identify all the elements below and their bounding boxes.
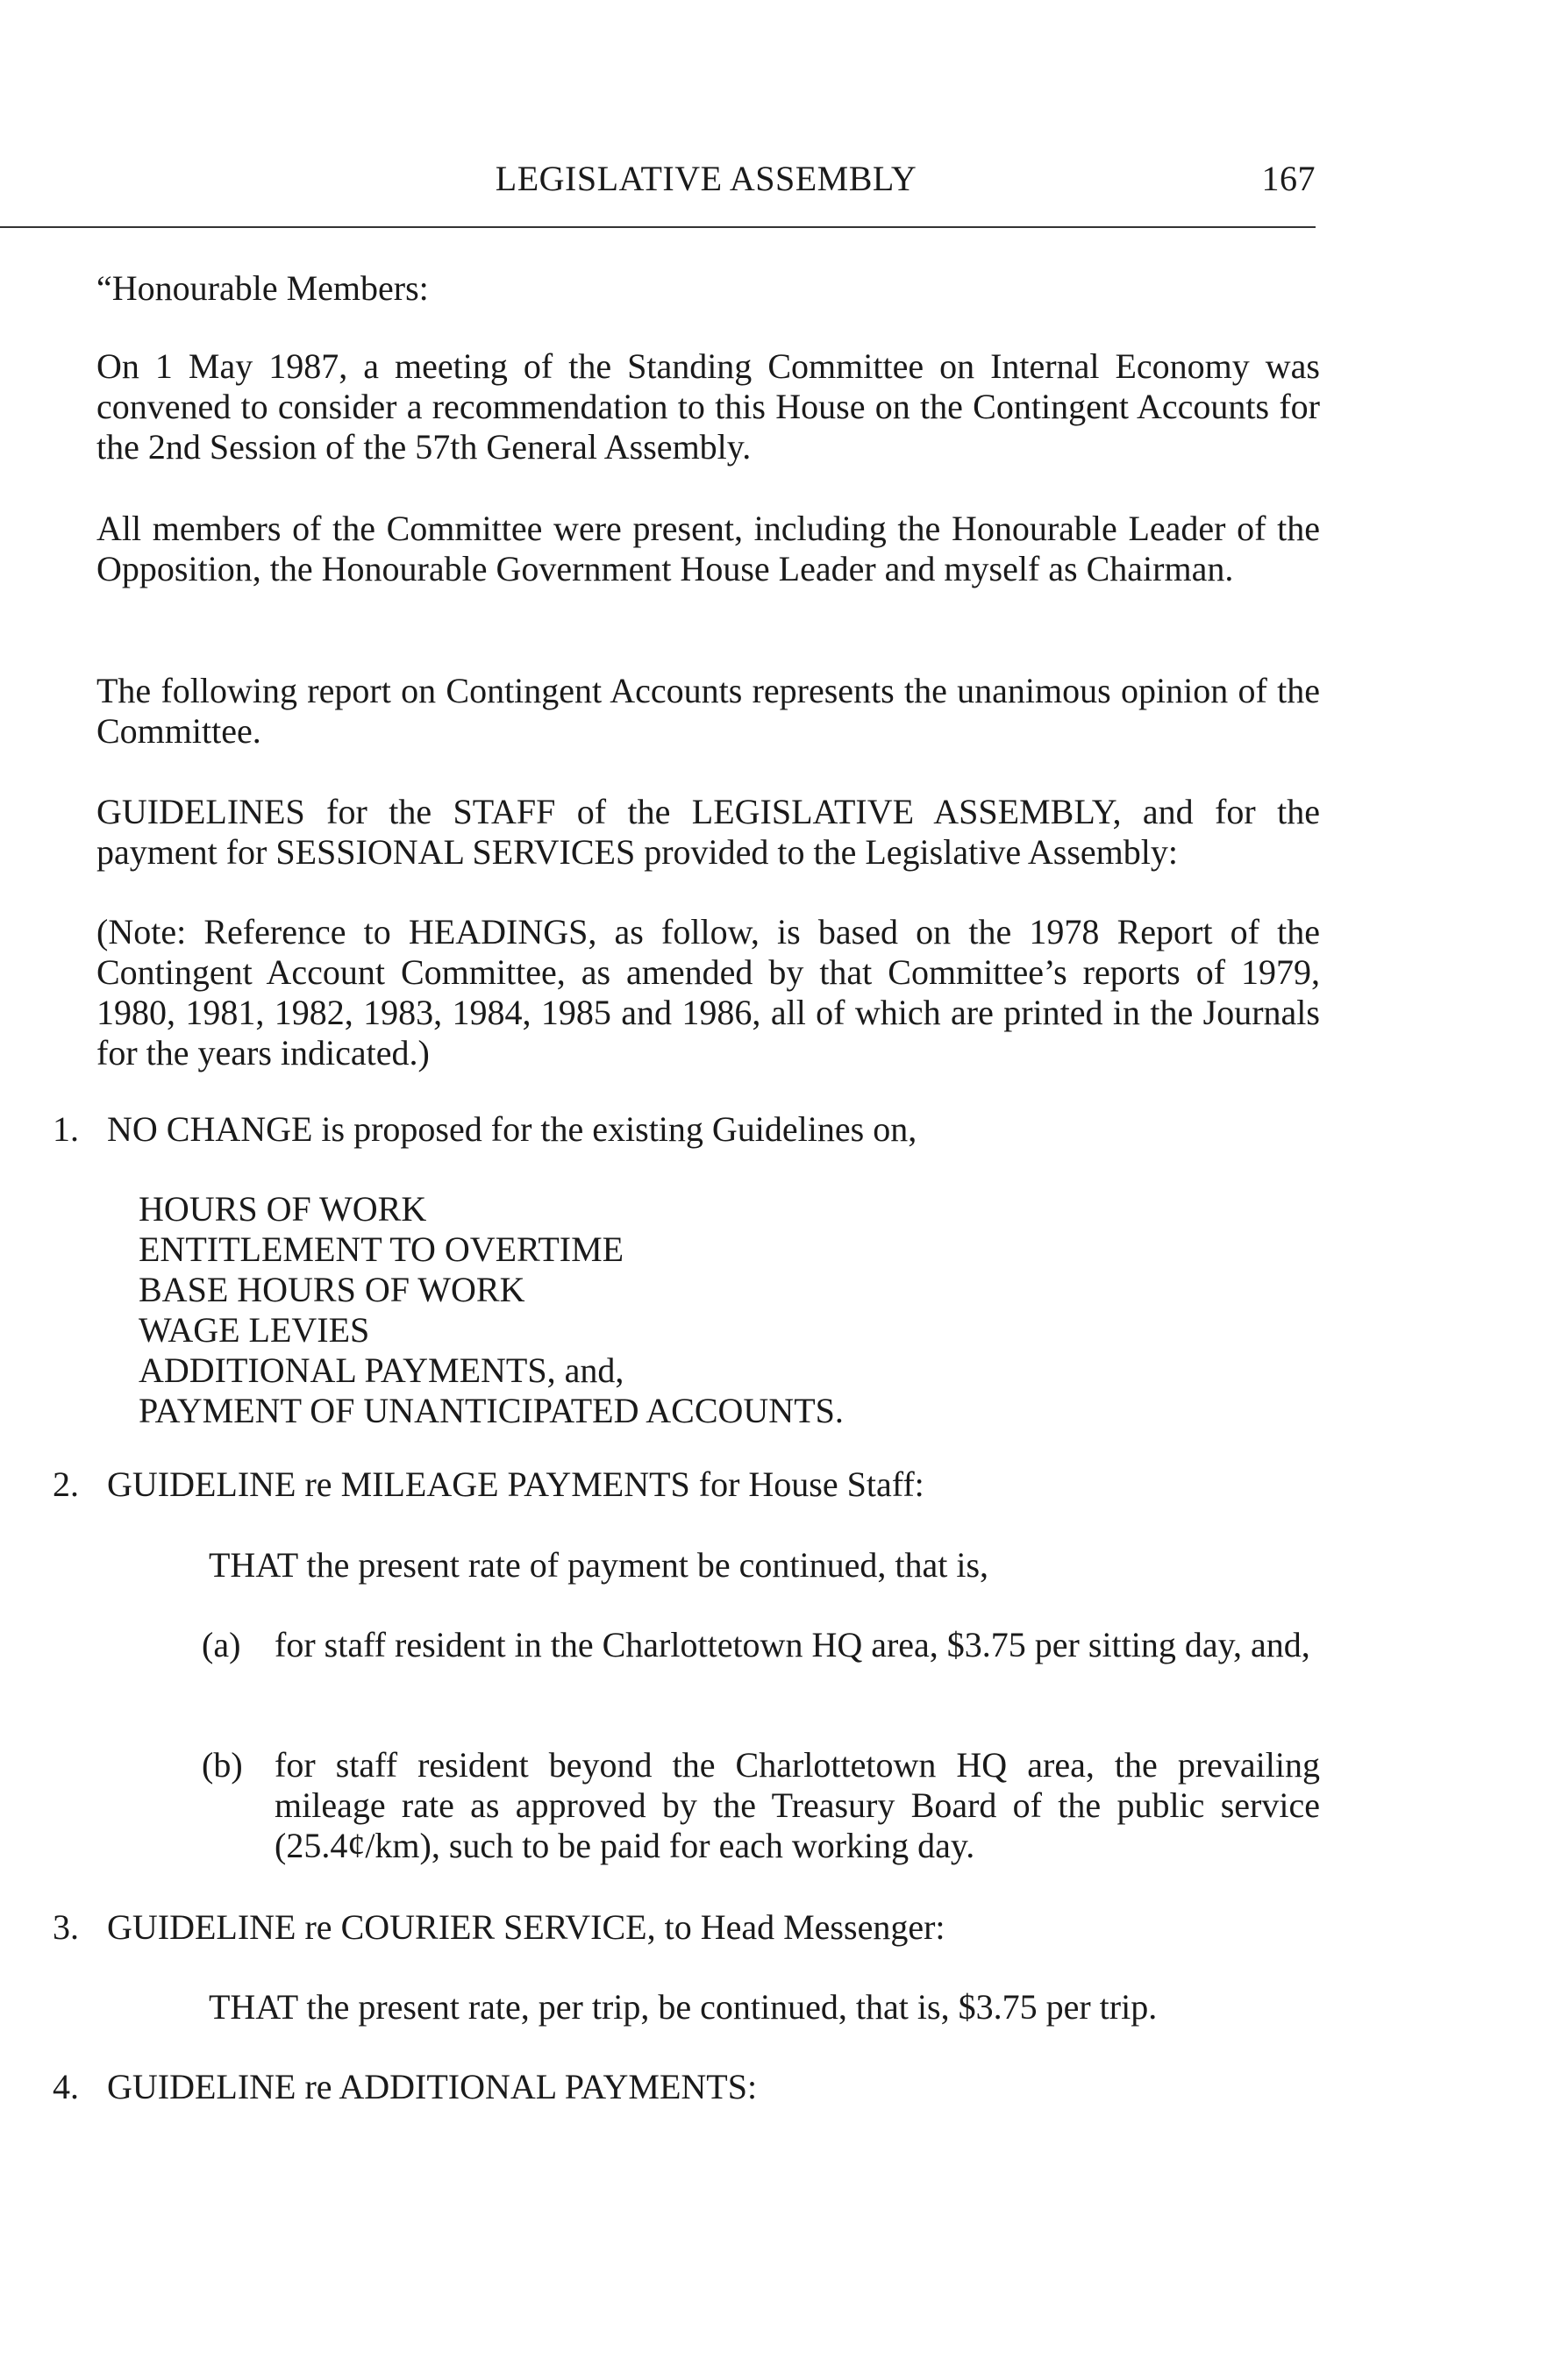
item-number: 4. bbox=[53, 2067, 79, 2106]
list-item: ENTITLEMENT TO OVERTIME bbox=[139, 1229, 624, 1269]
list-item: ADDITIONAL PAYMENTS, and, bbox=[139, 1350, 624, 1390]
salutation: “Honourable Members: bbox=[96, 268, 429, 308]
sub-item bbox=[202, 1625, 1320, 1706]
list-item: WAGE LEVIES bbox=[139, 1310, 370, 1350]
header-rule bbox=[0, 226, 1316, 228]
note-paragraph: (Note: Reference to HEADINGS, as follow, is based on the 1978 Report of the Contingent Account Committee, as amended by that Committee’s reports of 1979, 1980, 1981, 1982, 1983, 1984, 1985 and 1986, all of which are printed in the Journals for the years indicated.) bbox=[96, 912, 1320, 1072]
running-title: LEGISLATIVE ASSEMBLY bbox=[495, 159, 917, 198]
paragraph: All members of the Committee were present, including the Honourable Leader of the Opposition, the Honourable Government House Leader and myself as Chairman. bbox=[96, 509, 1320, 588]
item-number: 2. bbox=[53, 1464, 79, 1504]
sub-item bbox=[202, 1745, 1320, 1866]
paragraph: GUIDELINES for the STAFF of the LEGISLATIVE ASSEMBLY, and for the payment for SESSIONAL SERVICES provided to the Legislative Assembly: bbox=[96, 792, 1320, 872]
item-number: 3. bbox=[53, 1907, 79, 1947]
page-number: 167 bbox=[1261, 159, 1316, 198]
resolution-text: THAT the present rate of payment be continued, that is, bbox=[209, 1545, 989, 1585]
sub-item-text: for staff resident in the Charlottetown HQ area, $3.75 per sitting day, and, bbox=[275, 1625, 1310, 1664]
list-item: BASE HOURS OF WORK bbox=[139, 1270, 525, 1309]
item-text: GUIDELINE re COURIER SERVICE, to Head Messenger: bbox=[107, 1907, 945, 1947]
guideline-list bbox=[139, 1189, 844, 1431]
list-item: HOURS OF WORK bbox=[139, 1189, 427, 1229]
sub-item-label: (b) bbox=[202, 1745, 243, 1785]
paragraph: The following report on Contingent Accounts represents the unanimous opinion of the Committee. bbox=[96, 671, 1320, 751]
list-item: PAYMENT OF UNANTICIPATED ACCOUNTS. bbox=[139, 1391, 844, 1430]
resolution-text: THAT the present rate, per trip, be continued, that is, $3.75 per trip. bbox=[209, 1987, 1158, 2027]
item-text: GUIDELINE re ADDITIONAL PAYMENTS: bbox=[107, 2067, 758, 2106]
paragraph: On 1 May 1987, a meeting of the Standing Committee on Internal Economy was convened to consider a recommendation to this House on the Contingent Accounts for the 2nd Session of the 57th General Assembly. bbox=[96, 346, 1320, 467]
sub-item-text: for staff resident beyond the Charlottetown HQ area, the prevailing mileage rate as approved by the Treasury Board of the public service (25.4¢/km), such to be paid for each working day. bbox=[275, 1745, 1320, 1865]
item-text: NO CHANGE is proposed for the existing Guidelines on, bbox=[107, 1109, 917, 1149]
sub-item-label: (a) bbox=[202, 1625, 241, 1664]
item-text: GUIDELINE re MILEAGE PAYMENTS for House Staff: bbox=[107, 1464, 924, 1504]
item-number: 1. bbox=[53, 1109, 79, 1149]
page-header bbox=[96, 158, 1316, 210]
